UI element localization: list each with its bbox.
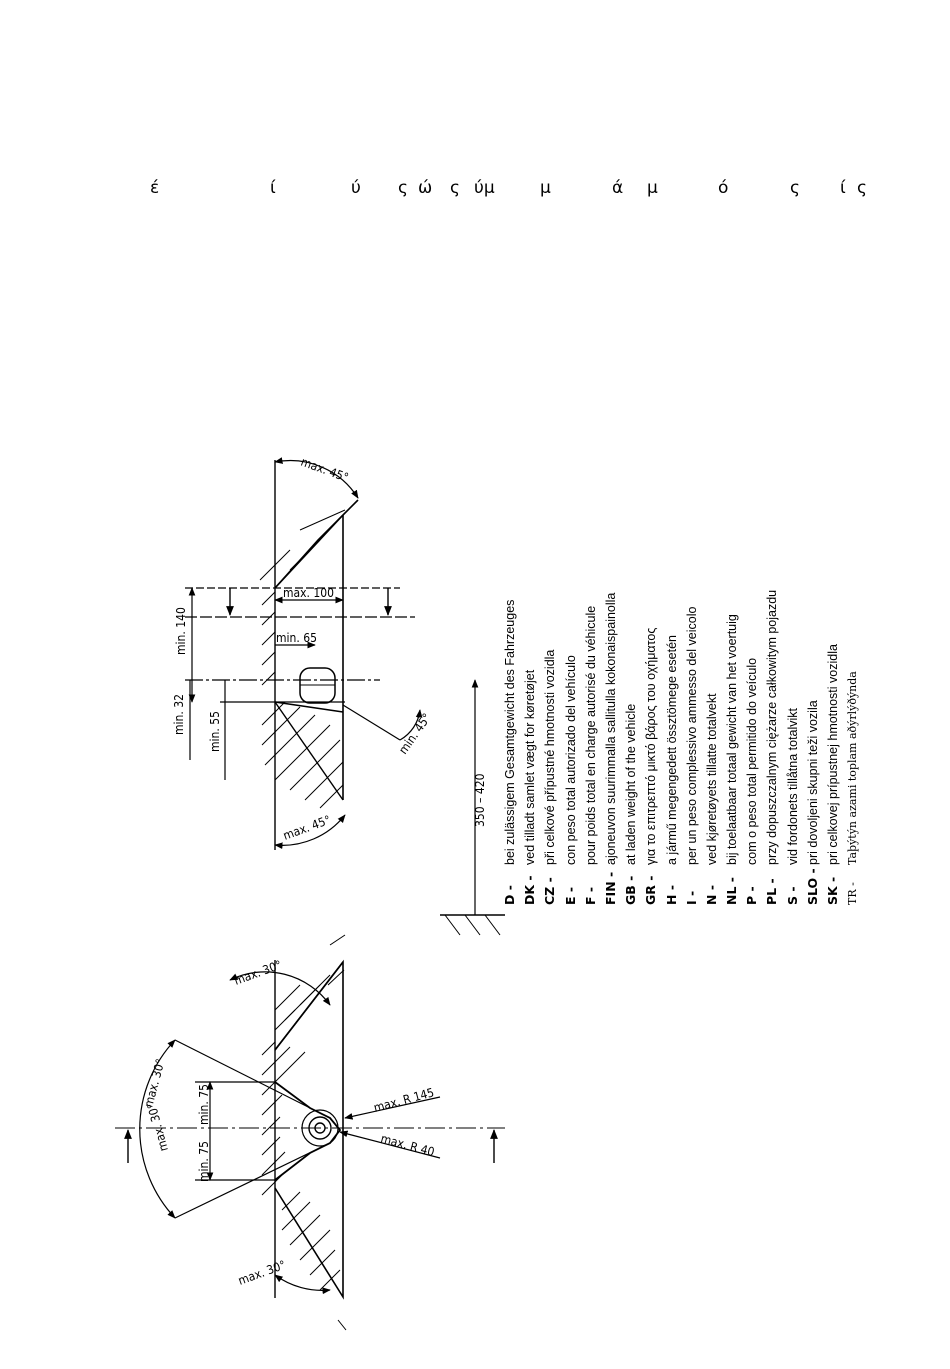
- language-row: [581, 590, 601, 905]
- language-row: [641, 590, 661, 905]
- greek-fragment: ί: [840, 178, 846, 198]
- language-text: at laden weight of the vehicle: [624, 703, 639, 865]
- greek-fragment: ό: [718, 178, 729, 198]
- language-text: pour poids total en charge autorisé du véhicule: [583, 605, 598, 865]
- dim-min-55: min. 55: [208, 711, 222, 752]
- dim-min-75-lower: min. 75: [197, 1141, 211, 1182]
- language-row: [682, 590, 702, 905]
- dim-max-r-40: max. R 40: [379, 1131, 437, 1160]
- greek-fragment: ύ: [351, 178, 361, 198]
- language-row: [520, 590, 540, 905]
- language-row: [702, 590, 722, 905]
- language-code: DK -: [522, 875, 538, 905]
- language-row: [742, 590, 762, 905]
- language-code: TR -: [846, 882, 860, 905]
- language-code: NL -: [724, 877, 740, 905]
- language-text: com o peso total permitido do veículo: [745, 657, 760, 865]
- dim-max-30-bottom: max. 30°: [236, 1257, 288, 1288]
- dim-max-30-left-lower: max. 30°: [144, 1101, 171, 1153]
- language-code: CZ -: [542, 877, 558, 905]
- language-text: a jármű megengedett össztömege esetén: [664, 635, 679, 865]
- language-row: [500, 590, 520, 905]
- greek-fragment: μ: [647, 178, 658, 198]
- language-text: Taþýtýn azami toplam aðýrlýðýnda: [846, 671, 860, 865]
- language-row: [722, 590, 742, 905]
- language-code: H -: [663, 884, 679, 905]
- language-text: pri dovoljeni skupni teži vozila: [805, 700, 820, 865]
- language-text: pri celkovej prípustnej hmotnosti vozidla: [826, 644, 840, 865]
- language-code: S -: [784, 886, 800, 905]
- dim-max-30-top: max. 30°: [232, 957, 284, 988]
- language-row: [621, 590, 641, 905]
- language-code: PL -: [764, 878, 780, 905]
- greek-fragment: ύμ: [474, 178, 495, 198]
- language-code: FIN -: [602, 871, 618, 905]
- language-text: ved kjøretøyets tillatte totalvekt: [704, 693, 719, 865]
- language-code: D -: [502, 885, 517, 905]
- greek-fragment: ς: [790, 178, 800, 198]
- greek-fragment: ά: [612, 178, 624, 198]
- language-text: για το επιτρεπτό μικτό βάρος του οχήματος: [644, 627, 659, 865]
- language-code: E -: [562, 886, 578, 905]
- dim-min-75-upper: min. 75: [197, 1084, 211, 1125]
- language-text: ved tilladt samlet vægt for køretøjet: [523, 669, 538, 865]
- dim-min-65: min. 65: [276, 631, 317, 645]
- greek-fragment: έ: [150, 178, 160, 198]
- dim-max-r-145: max. R 145: [372, 1085, 436, 1115]
- language-row: [540, 590, 560, 905]
- language-code: SLO -: [804, 868, 820, 905]
- language-row: [843, 590, 863, 905]
- language-code: GR -: [643, 875, 659, 905]
- greek-fragment: ς: [450, 178, 460, 198]
- language-code: GB -: [623, 875, 639, 905]
- language-list: [500, 589, 860, 906]
- language-code: I -: [683, 890, 699, 905]
- dim-min-140: min. 140: [174, 607, 188, 655]
- language-text: przy dopuszczalnym ciężarze całkowitym pojazdu: [765, 589, 780, 865]
- greek-fragment: μ: [540, 178, 551, 198]
- language-code: P -: [744, 886, 760, 905]
- language-row: [823, 590, 843, 905]
- language-text: con peso total autorizado del vehículo: [563, 655, 578, 865]
- lower-view: [115, 935, 505, 1330]
- language-text: bij toelaatbaar totaal gewicht van het voertuig: [725, 614, 740, 865]
- greek-fragment: ς: [398, 178, 408, 198]
- language-text: při celkové přípustné hmotnosti vozidla: [543, 649, 558, 865]
- language-row: [601, 590, 621, 905]
- dim-min-32: min. 32: [172, 694, 186, 735]
- dim-max-100: max. 100: [283, 586, 334, 600]
- dim-max-45-bottom: max. 45°: [281, 812, 333, 843]
- language-row: [561, 590, 581, 905]
- language-text: vid fordonets tillåtna totalvikt: [785, 707, 800, 865]
- dim-350-420: 350 – 420: [473, 773, 487, 827]
- greek-fragment: ώ: [418, 178, 433, 198]
- greek-fragment: ς: [857, 178, 867, 198]
- language-text: bei zulässigem Gesamtgewicht des Fahrzeuges: [503, 599, 517, 865]
- language-code: N -: [703, 884, 719, 905]
- upper-view: [185, 460, 505, 935]
- language-text: ajoneuvon suurimmalla sallitulla kokonaispainolla: [603, 592, 618, 865]
- language-row: [762, 590, 782, 905]
- language-code: SK -: [825, 876, 840, 905]
- language-text: per un peso complessivo ammesso del veicolo: [684, 606, 699, 865]
- dim-max-45-top: max. 45°: [298, 454, 351, 485]
- language-row: [803, 590, 823, 905]
- language-row: [783, 590, 803, 905]
- dim-max-30-left-upper: max. 30°: [141, 1057, 168, 1109]
- language-row: [662, 590, 682, 905]
- dim-min-45: min. 45°: [395, 710, 435, 757]
- greek-fragment: ί: [270, 178, 276, 198]
- language-code: F -: [582, 886, 598, 905]
